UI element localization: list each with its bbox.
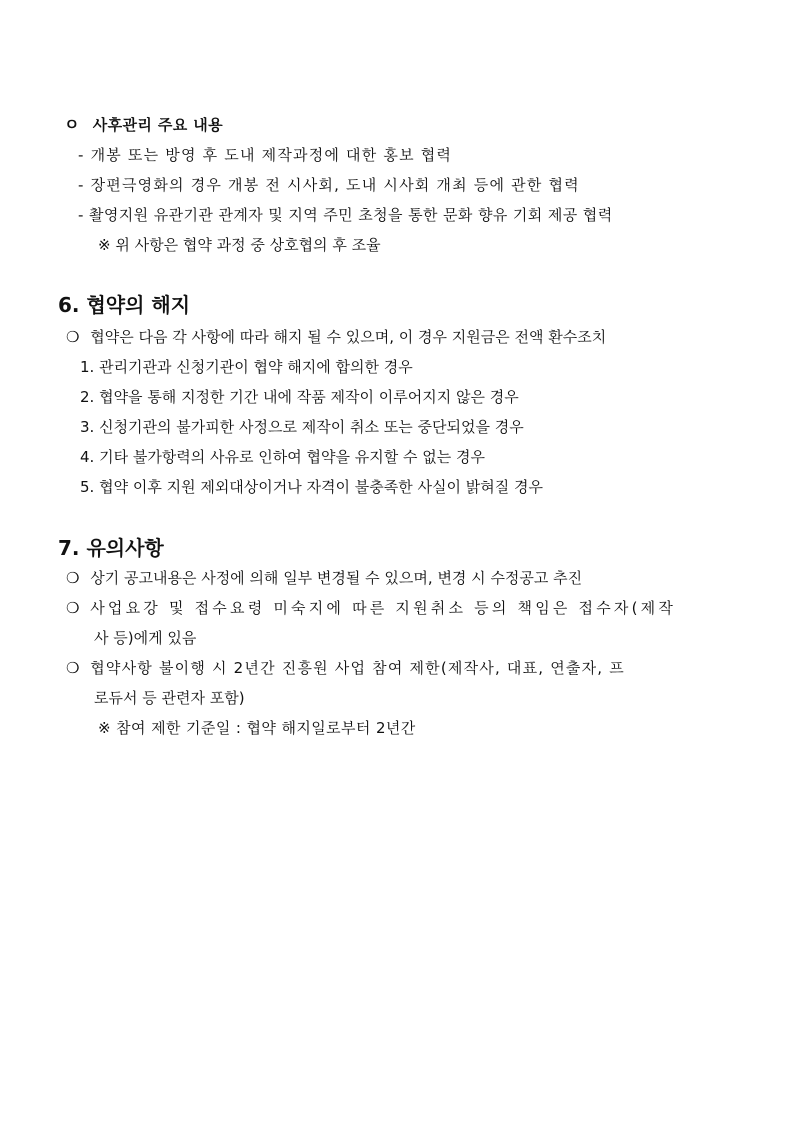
section6-item-1: 1. 관리기관과 신청기관이 협약 해지에 합의한 경우 <box>80 358 413 376</box>
aftercare-note: ※ 위 사항은 협약 과정 중 상호협의 후 조율 <box>98 236 381 254</box>
aftercare-title-line <box>64 115 223 135</box>
section7-note: ※ 참여 제한 기준일 : 협약 해지일로부터 2년간 <box>98 719 416 737</box>
section6-intro: 협약은 다음 각 사항에 따라 해지 될 수 있으며, 이 경우 지원금은 전액 환수조치 <box>90 328 607 346</box>
section7-item-2-continued: 사 등)에게 있음 <box>94 629 197 647</box>
section6-item-4: 4. 기타 불가항력의 사유로 인하여 협약을 유지할 수 없는 경우 <box>80 448 485 466</box>
aftercare-item-3: - 촬영지원 유관기관 관계자 및 지역 주민 초청을 통한 문화 향유 기회 제공 협력 <box>78 206 613 224</box>
aftercare-title: 사후관리 주요 내용 <box>92 116 224 134</box>
section6-intro-line <box>66 327 606 347</box>
section6-item-3: 3. 신청기관의 불가피한 사정으로 제작이 취소 또는 중단되었을 경우 <box>80 418 524 436</box>
section7-item-2-text: 사업요강 및 접수요령 미숙지에 따른 지원취소 등의 책임은 접수자(제작 <box>90 599 677 617</box>
section7-heading: 7. 유의사항 <box>58 536 164 560</box>
section6-item-2: 2. 협약을 통해 지정한 기간 내에 작품 제작이 이루어지지 않은 경우 <box>80 388 519 406</box>
section7-item-1-text: 상기 공고내용은 사정에 의해 일부 변경될 수 있으며, 변경 시 수정공고 추진 <box>90 569 583 587</box>
circle-bullet-icon: ❍ <box>66 599 80 617</box>
circle-bullet-icon: ❍ <box>66 328 80 346</box>
section6-heading: 6. 협약의 해지 <box>58 293 191 317</box>
aftercare-item-2: - 장편극영화의 경우 개봉 전 시사회, 도내 시사회 개최 등에 관한 협력 <box>78 176 580 194</box>
section7-item-1 <box>66 568 582 588</box>
section6-item-5: 5. 협약 이후 지원 제외대상이거나 자격이 불충족한 사실이 밝혀질 경우 <box>80 478 543 496</box>
section7-item-3-continued: 로듀서 등 관련자 포함) <box>94 689 245 707</box>
section7-item-3 <box>66 658 625 678</box>
circle-bullet-icon: ❍ <box>66 569 80 587</box>
section7-item-2 <box>66 598 676 618</box>
section7-item-3-text: 협약사항 불이행 시 2년간 진흥원 사업 참여 제한(제작사, 대표, 연출자, 프 <box>90 659 625 677</box>
aftercare-item-1: - 개봉 또는 방영 후 도내 제작과정에 대한 홍보 협력 <box>78 146 453 164</box>
circle-bullet-icon: ❍ <box>66 659 80 677</box>
bold-circle-bullet-icon: ㅇ <box>64 115 80 134</box>
